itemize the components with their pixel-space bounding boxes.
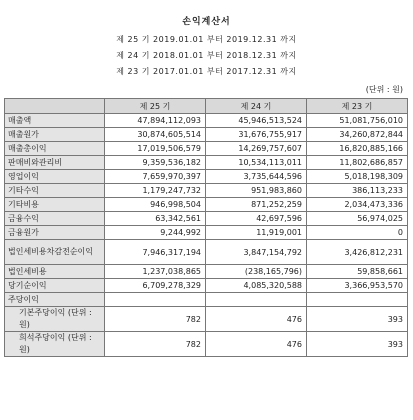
period-24: 제 24 기 2018.01.01 부터 2018.12.31 까지 xyxy=(116,51,297,60)
table-row xyxy=(5,332,408,357)
column-header-fy23: 제 23 기 xyxy=(307,99,408,114)
value-cell: 393 xyxy=(307,332,408,357)
value-cell: 1,237,038,865 xyxy=(105,265,206,279)
table-row xyxy=(5,265,408,279)
value-cell: 59,858,661 xyxy=(307,265,408,279)
table-row xyxy=(5,170,408,184)
value-cell: 7,946,317,194 xyxy=(105,240,206,265)
row-label: 기타비용 xyxy=(5,198,105,212)
value-cell: 951,983,860 xyxy=(206,184,307,198)
value-cell: 45,946,513,524 xyxy=(206,114,307,128)
value-cell: 871,252,259 xyxy=(206,198,307,212)
value-cell: 30,874,605,514 xyxy=(105,128,206,142)
value-cell: 782 xyxy=(105,332,206,357)
row-label: 기본주당이익 (단위 : 원) xyxy=(5,307,105,332)
value-cell: 10,534,113,011 xyxy=(206,156,307,170)
value-cell: 1,179,247,732 xyxy=(105,184,206,198)
table-row xyxy=(5,128,408,142)
value-cell: 5,018,198,309 xyxy=(307,170,408,184)
value-cell: 3,426,812,231 xyxy=(307,240,408,265)
value-cell: 9,359,536,182 xyxy=(105,156,206,170)
row-label: 판매비와관리비 xyxy=(5,156,105,170)
value-cell: 476 xyxy=(206,332,307,357)
value-cell: (238,165,796) xyxy=(206,265,307,279)
value-cell: 47,894,112,093 xyxy=(105,114,206,128)
value-cell: 17,019,506,579 xyxy=(105,142,206,156)
table-row xyxy=(5,226,408,240)
row-label: 희석주당이익 (단위 : 원) xyxy=(5,332,105,357)
value-cell: 4,085,320,588 xyxy=(206,279,307,293)
value-cell: 6,709,278,329 xyxy=(105,279,206,293)
value-cell: 782 xyxy=(105,307,206,332)
value-cell xyxy=(105,293,206,307)
value-cell: 476 xyxy=(206,307,307,332)
value-cell xyxy=(307,293,408,307)
row-label: 주당이익 xyxy=(5,293,105,307)
table-row xyxy=(5,279,408,293)
value-cell: 9,244,992 xyxy=(105,226,206,240)
value-cell: 34,260,872,844 xyxy=(307,128,408,142)
row-label: 영업이익 xyxy=(5,170,105,184)
table-row xyxy=(5,307,408,332)
period-23: 제 23 기 2017.01.01 부터 2017.12.31 까지 xyxy=(116,67,297,76)
table-row xyxy=(5,156,408,170)
value-cell: 7,659,970,397 xyxy=(105,170,206,184)
value-cell: 16,820,885,166 xyxy=(307,142,408,156)
row-label: 금융원가 xyxy=(5,226,105,240)
row-label: 법인세비용차감전순이익 xyxy=(5,240,105,265)
value-cell xyxy=(206,293,307,307)
row-label: 기타수익 xyxy=(5,184,105,198)
income-statement-table xyxy=(4,98,408,357)
row-label: 매출총이익 xyxy=(5,142,105,156)
value-cell: 3,366,953,570 xyxy=(307,279,408,293)
value-cell: 51,081,756,010 xyxy=(307,114,408,128)
value-cell: 14,269,757,607 xyxy=(206,142,307,156)
value-cell: 63,342,561 xyxy=(105,212,206,226)
table-header-row xyxy=(5,99,408,114)
row-label: 금융수익 xyxy=(5,212,105,226)
value-cell: 56,974,025 xyxy=(307,212,408,226)
value-cell: 3,847,154,792 xyxy=(206,240,307,265)
row-label: 매출원가 xyxy=(5,128,105,142)
column-header-item xyxy=(5,99,105,114)
value-cell: 11,919,001 xyxy=(206,226,307,240)
row-label: 당기순이익 xyxy=(5,279,105,293)
period-25: 제 25 기 2019.01.01 부터 2019.12.31 까지 xyxy=(116,35,297,44)
table-row xyxy=(5,212,408,226)
value-cell: 946,998,504 xyxy=(105,198,206,212)
row-label: 법인세비용 xyxy=(5,265,105,279)
table-row xyxy=(5,142,408,156)
value-cell: 11,802,686,857 xyxy=(307,156,408,170)
value-cell: 393 xyxy=(307,307,408,332)
table-row xyxy=(5,198,408,212)
value-cell: 0 xyxy=(307,226,408,240)
table-row xyxy=(5,114,408,128)
value-cell: 31,676,755,917 xyxy=(206,128,307,142)
value-cell: 386,113,233 xyxy=(307,184,408,198)
value-cell: 3,735,644,596 xyxy=(206,170,307,184)
table-row xyxy=(5,184,408,198)
unit-label: (단위 : 원) xyxy=(365,85,403,94)
table-row xyxy=(5,240,408,265)
row-label: 매출액 xyxy=(5,114,105,128)
column-header-fy24: 제 24 기 xyxy=(206,99,307,114)
value-cell: 2,034,473,336 xyxy=(307,198,408,212)
value-cell: 42,697,596 xyxy=(206,212,307,226)
statement-title: 손익계산서 xyxy=(182,17,231,27)
column-header-fy25: 제 25 기 xyxy=(105,99,206,114)
table-row xyxy=(5,293,408,307)
